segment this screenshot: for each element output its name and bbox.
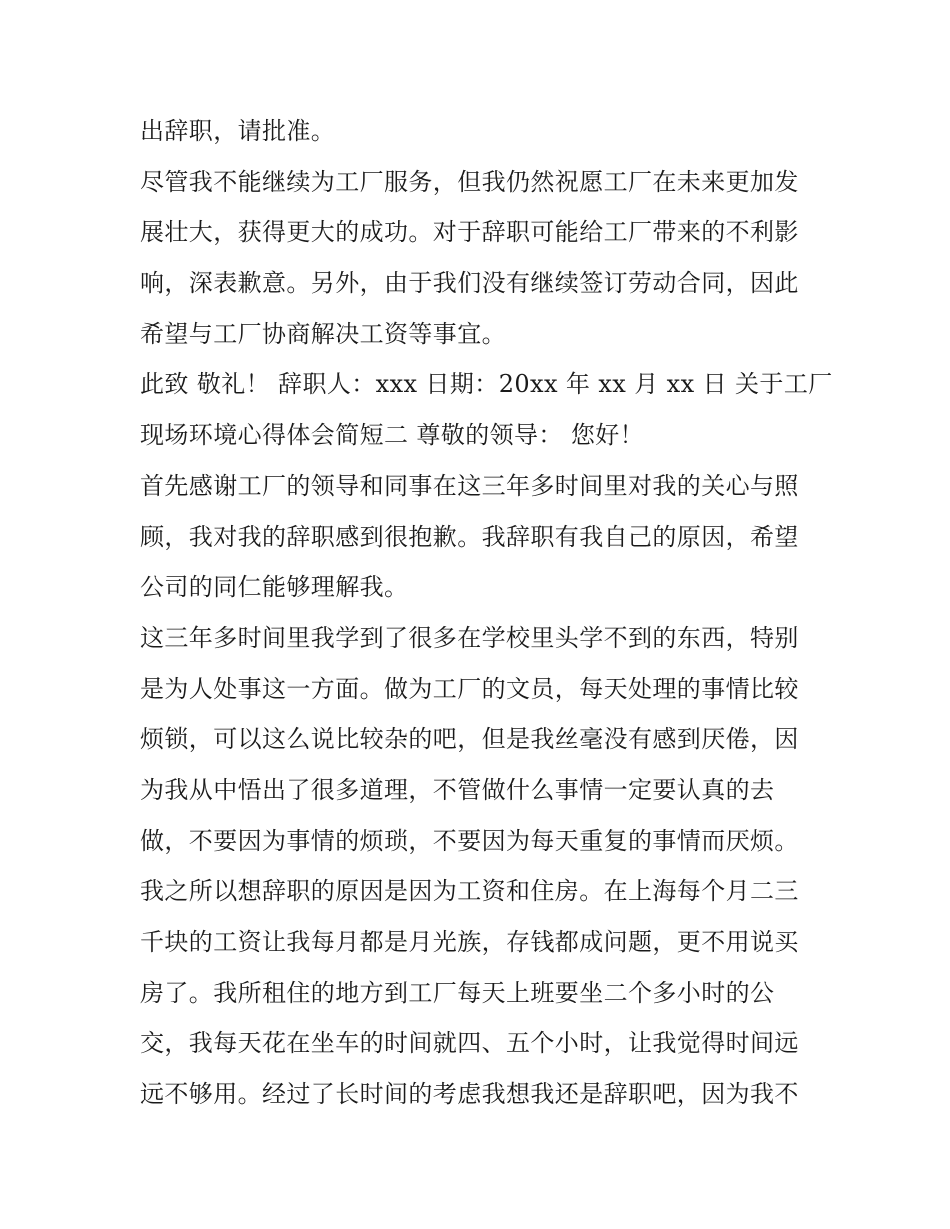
text-line: 为我从中悟出了很多道理，不管做什么事情一定要认真的去 (140, 775, 775, 804)
text-line: 烦锁，可以这么说比较杂的吧，但是我丝毫没有感到厌倦，因 (140, 725, 799, 754)
text-line: 现场环境心得体会简短二 尊敬的领导： 您好！ (140, 421, 645, 450)
text-line: 响，深表歉意。另外，由于我们没有继续签订劳动合同，因此 (140, 269, 799, 298)
text-line: 做，不要因为事情的烦琐，不要因为每天重复的事情而厌烦。 (140, 826, 799, 855)
text-line: 首先感谢工厂的领导和同事在这三年多时间里对我的关心与照 (140, 471, 799, 500)
text-line: 展壮大，获得更大的成功。对于辞职可能给工厂带来的不利影 (140, 218, 799, 247)
text-line: 是为人处事这一方面。做为工厂的文员，每天处理的事情比较 (140, 674, 799, 703)
text-line: 顾，我对我的辞职感到很抱歉。我辞职有我自己的原因，希望 (140, 522, 799, 551)
text-line: 我之所以想辞职的原因是因为工资和住房。在上海每个月二三 (140, 877, 799, 906)
text-line: 此致 敬礼！ 辞职人：xxx 日期：20xx 年 xx 月 xx 日 关于工厂 (140, 370, 833, 399)
document-body (140, 106, 833, 1120)
text-line: 公司的同仁能够理解我。 (140, 573, 409, 602)
text-line: 出辞职，请批准。 (140, 117, 336, 145)
text-line: 交，我每天花在坐车的时间就四、五个小时，让我觉得时间远 (140, 1029, 799, 1058)
text-line: 这三年多时间里我学到了很多在学校里头学不到的东西，特别 (140, 623, 799, 652)
text-line: 房了。我所租住的地方到工厂每天上班要坐二个多小时的公 (140, 978, 775, 1007)
text-line: 希望与工厂协商解决工资等事宜。 (140, 319, 506, 348)
text-line: 尽管我不能继续为工厂服务，但我仍然祝愿工厂在未来更加发 (140, 167, 799, 196)
text-line: 远不够用。经过了长时间的考虑我想我还是辞职吧，因为我不 (140, 1080, 799, 1109)
text-line: 千块的工资让我每月都是月光族，存钱都成问题，更不用说买 (140, 928, 799, 956)
